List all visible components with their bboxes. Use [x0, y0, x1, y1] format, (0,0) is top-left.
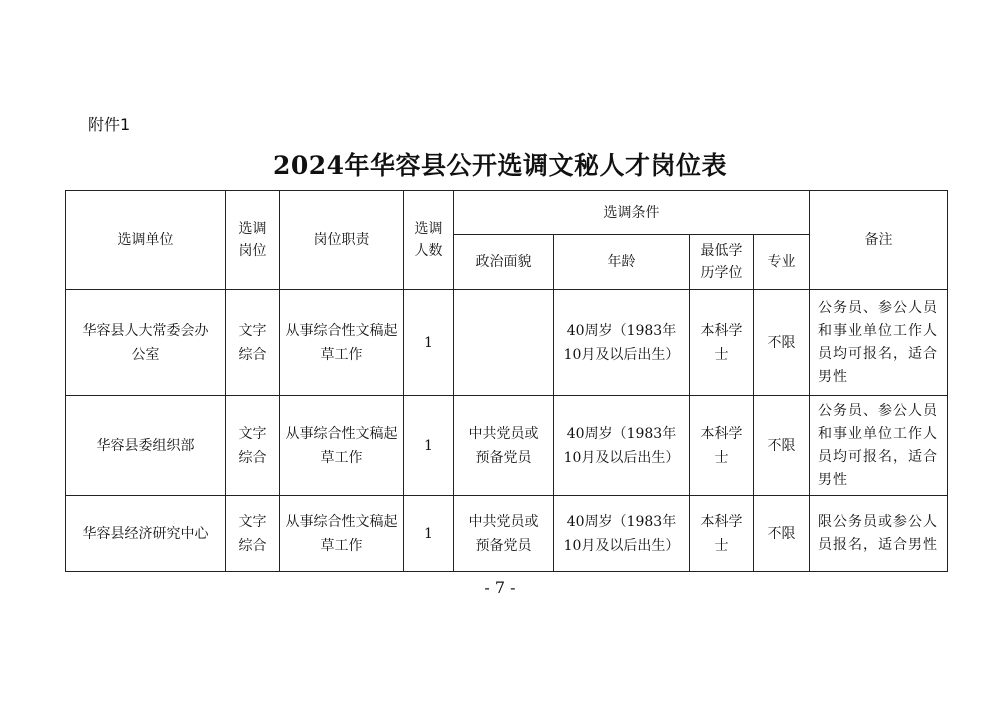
cell-post: 文字综合 [226, 496, 280, 572]
cell-politics: 中共党员或预备党员 [454, 496, 554, 572]
cell-count: 1 [404, 290, 454, 396]
cell-education: 本科学士 [690, 496, 754, 572]
cell-duty: 从事综合性文稿起草工作 [280, 290, 404, 396]
cell-major: 不限 [754, 396, 810, 496]
header-education: 最低学历学位 [690, 235, 754, 290]
table-row [66, 496, 948, 572]
header-duty: 岗位职责 [280, 191, 404, 290]
header-politics: 政治面貌 [454, 235, 554, 290]
header-unit: 选调单位 [66, 191, 226, 290]
table-row [66, 396, 948, 496]
cell-remark: 公务员、参公人员和事业单位工作人员均可报名，适合男性 [810, 290, 948, 396]
cell-education: 本科学士 [690, 290, 754, 396]
page-number: - 7 - [484, 578, 516, 597]
cell-unit: 华容县经济研究中心 [66, 496, 226, 572]
header-major: 专业 [754, 235, 810, 290]
cell-major: 不限 [754, 496, 810, 572]
cell-politics [454, 290, 554, 396]
cell-duty: 从事综合性文稿起草工作 [280, 396, 404, 496]
cell-post: 文字综合 [226, 396, 280, 496]
cell-count: 1 [404, 496, 454, 572]
header-conditions: 选调条件 [454, 191, 810, 235]
header-age: 年龄 [554, 235, 690, 290]
header-remark: 备注 [810, 191, 948, 290]
cell-unit: 华容县人大常委会办公室 [66, 290, 226, 396]
table-row [66, 290, 948, 396]
cell-age: 40周岁（1983年10月及以后出生） [554, 396, 690, 496]
attachment-label: 附件1 [88, 115, 131, 134]
cell-politics: 中共党员或预备党员 [454, 396, 554, 496]
cell-age: 40周岁（1983年10月及以后出生） [554, 290, 690, 396]
cell-remark: 限公务员或参公人员报名，适合男性 [810, 496, 948, 572]
cell-count: 1 [404, 396, 454, 496]
cell-education: 本科学士 [690, 396, 754, 496]
header-count: 选调人数 [404, 191, 454, 290]
cell-post: 文字综合 [226, 290, 280, 396]
positions-table [65, 190, 948, 572]
cell-unit: 华容县委组织部 [66, 396, 226, 496]
cell-age: 40周岁（1983年10月及以后出生） [554, 496, 690, 572]
cell-remark: 公务员、参公人员和事业单位工作人员均可报名，适合男性 [810, 396, 948, 496]
header-row-1 [66, 191, 948, 235]
page-title: 2024年华容县公开选调文秘人才岗位表 [272, 151, 728, 180]
cell-major: 不限 [754, 290, 810, 396]
header-post: 选调岗位 [226, 191, 280, 290]
cell-duty: 从事综合性文稿起草工作 [280, 496, 404, 572]
